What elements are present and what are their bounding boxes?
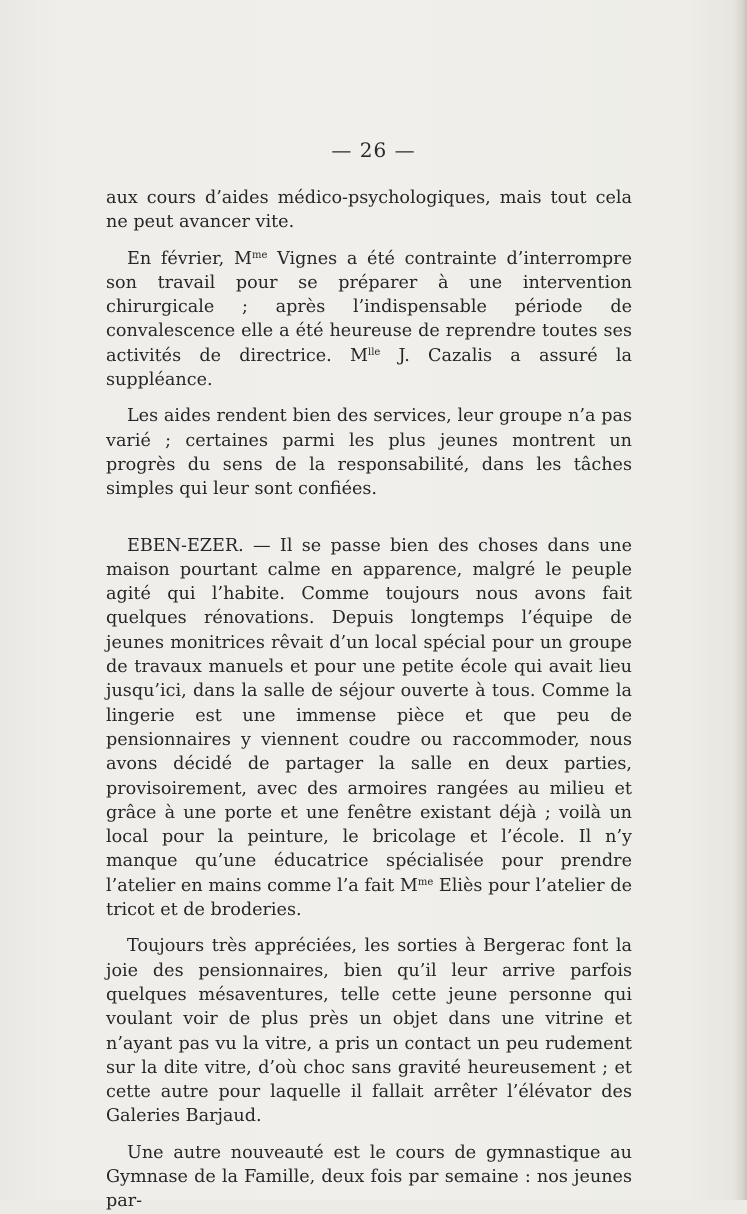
- paragraph-3: Les aides rendent bien des services, leur groupe n’a pas varié ; certaines parmi les plus jeunes montrent un progrès du sens de la responsabilité, dans les tâches simples qui leur sont confiées.: [106, 406, 632, 500]
- superscript-lle: lle: [368, 346, 381, 358]
- superscript-me: me: [251, 249, 268, 261]
- paragraph-5: Toujours très appréciées, les sorties à Bergerac font la joie des pensionnaires, bien qu’il leur arrive parfois quelques mésaventures, telle cette jeune personne qui voulant voir de plus près un objet dans une vitrine et n’ayant pas vu la vitre, a pris un contact un peu rudement sur la dite vitre, d’où choc sans gravité heureusement ; et cette autre pour laquelle il fallait arrêter l’élévator des Galeries Barjaud.: [106, 936, 632, 1127]
- page-number: — 26 —: [331, 138, 416, 162]
- superscript-me: me: [417, 876, 434, 888]
- paragraph-1: aux cours d’aides médico-psychologiques, mais tout cela ne peut avancer vite.: [106, 188, 632, 233]
- paragraph-2: En février, $M^{me}$ Vignes a été contrainte d’interrompre son travail pour se préparer à une intervention chirurgicale ; après l’indispensable période de convalescence elle a été heureuse de reprendre toutes ses activités de directrice. $M^{lle}$ J. Cazalis a assuré la suppléance.: [106, 248, 632, 391]
- page-edge-shadow: [733, 0, 747, 1200]
- body-text: [106, 186, 632, 1214]
- paragraph-6: Une autre nouveauté est le cours de gymnastique au Gymnase de la Famille, deux fois par semaine : nos jeunes par-: [106, 1142, 632, 1212]
- paragraph-eben-ezer: EBEN-EZER. — Il se passe bien des choses dans une maison pourtant calme en apparence, malgré le peuple agité qui l’habite. Comme toujours nous avons fait quelques rénovations. Depuis longtemps l’équipe de jeunes monitrices rêvait d’un local spécial pour un groupe de travaux manuels et pour une petite école qui avait lieu jusqu’ici, dans la salle de séjour ouverte à tous. Comme la lingerie est une immense pièce et que peu de pensionnaires y viennent coudre ou raccommoder, nous avons décidé de partager la salle en deux parties, provisoirement, avec des armoires rangées au milieu et grâce à une porte et une fenêtre existant déjà ; voilà un local pour la peinture, le bricolage et l’école. Il n’y manque qu’une éducatrice spécialisée pour prendre l’atelier en mains comme l’a fait $M^{me}$ Eliès pour l’atelier de tricot et de broderies.: [106, 535, 633, 921]
